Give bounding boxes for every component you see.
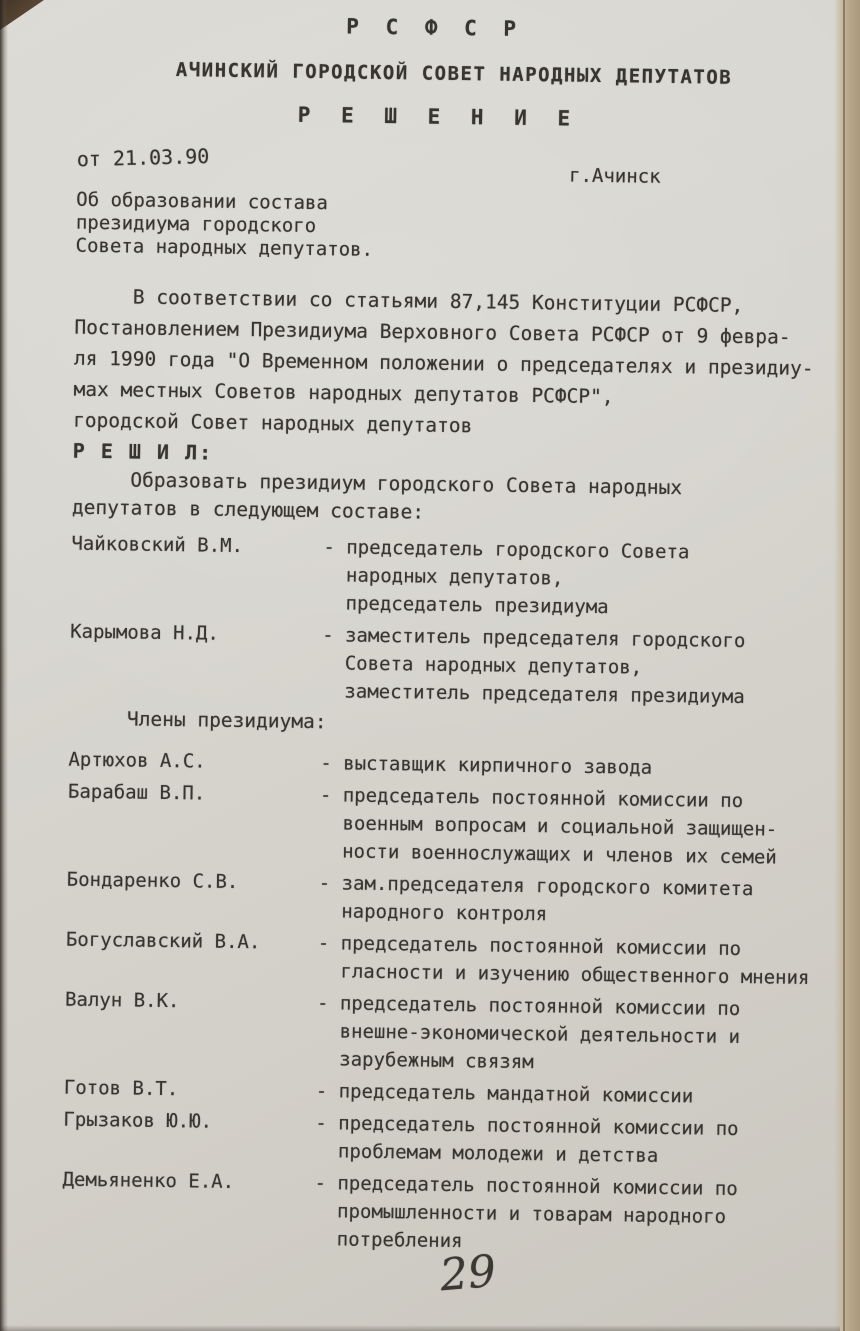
doc-meta-row: [76, 145, 828, 193]
entry-role: - председатель постоянной комиссии по военным вопросам и социальной защищен- ности военнослужащих и членов их семей: [319, 784, 778, 869]
doc-resolved-heading: Р Е Ш И Л:: [72, 438, 214, 465]
page-right-edge: [834, 0, 860, 1331]
presidium-entry: [70, 530, 823, 624]
entry-role: - заместитель председателя городского Совета народных депутатов, заместитель председателя президиума: [322, 624, 746, 709]
presidium-entry: [63, 1106, 816, 1172]
presidium-entry: [65, 926, 818, 992]
members-heading: Члены президиума:: [126, 707, 327, 734]
entry-name: Барабаш В.П.: [67, 780, 206, 805]
entry-name: Грызаков Ю.Ю.: [63, 1108, 213, 1133]
doc-date: от 21.03.90: [76, 143, 210, 172]
entry-role: - зам.председателя городского комитета народного контроля: [318, 872, 754, 926]
doc-organization-heading: АЧИНСКИЙ ГОРОДСКОЙ СОВЕТ НАРОДНЫХ ДЕПУТАТОВ: [175, 59, 733, 89]
presidium-entry: [66, 866, 819, 932]
presidium-entry: [67, 778, 820, 872]
entry-name: Валун В.К.: [64, 988, 180, 1013]
presidium-entry: [64, 986, 817, 1080]
underlying-page-seam: [843, 0, 845, 1331]
entry-name: Демьяненко Е.А.: [62, 1168, 235, 1193]
page-left-edge: [0, 0, 8, 1331]
doc-preamble: В соответствии со статьями 87,145 Конституции РСФСР, Постановлением Президиума Верховного Совета РСФСР от 9 февра- ля 1990 года "О Временном положении о председателях и президиу- мах местных Советов народных депутатов РСФСР", городской Совет народных депутатов: [72, 285, 814, 438]
entry-role: - председатель постоянной комиссии по гласности и изучению общественного мнения: [317, 932, 810, 989]
doc-place: г.Ачинск: [568, 164, 661, 188]
entry-name: Карымова Н.Д.: [70, 620, 220, 645]
doc-subject: Об образовании состава президиума городского Совета народных депутатов.: [75, 188, 374, 261]
entry-role: - выставщик кирпичного завода: [320, 752, 653, 779]
doc-type-heading: Р Е Ш Е Н И Е: [297, 102, 580, 131]
handwritten-page-number: 29: [437, 1245, 499, 1302]
presidium-entry: [69, 618, 822, 712]
page-bottom-shadow: [0, 1325, 840, 1331]
entry-role: - председатель постоянной комиссии по внешне-экономической деятельности и зарубежным связям: [316, 992, 741, 1074]
doc-republic-heading: Р С Ф С Р: [346, 14, 524, 41]
doc-resolution-text: Образовать президиум городского Совета народных депутатов в следующем составе:: [71, 468, 683, 524]
presidium-entry: [62, 1166, 815, 1260]
entry-role: - председатель городского Совета народных депутатов, председатель президиума: [323, 536, 690, 619]
entry-name: Чайковский В.М.: [71, 532, 244, 558]
entry-name: Артюхов А.С.: [68, 748, 206, 773]
entry-role: - председатель мандатной комиссии: [315, 1080, 694, 1108]
entry-name: Бондаренко С.В.: [66, 868, 239, 894]
entry-role: - председатель постоянной комиссии по промышленности и товарам народного потребления: [314, 1172, 738, 1253]
document-content: [62, 11, 831, 1264]
presidium-list: [62, 530, 824, 1260]
entry-role: - председатель постоянной комиссии по проблемам молодежи и детства: [315, 1112, 739, 1167]
entry-name: Богуславский В.А.: [65, 928, 261, 954]
entry-name: Готов В.Т.: [63, 1076, 179, 1101]
